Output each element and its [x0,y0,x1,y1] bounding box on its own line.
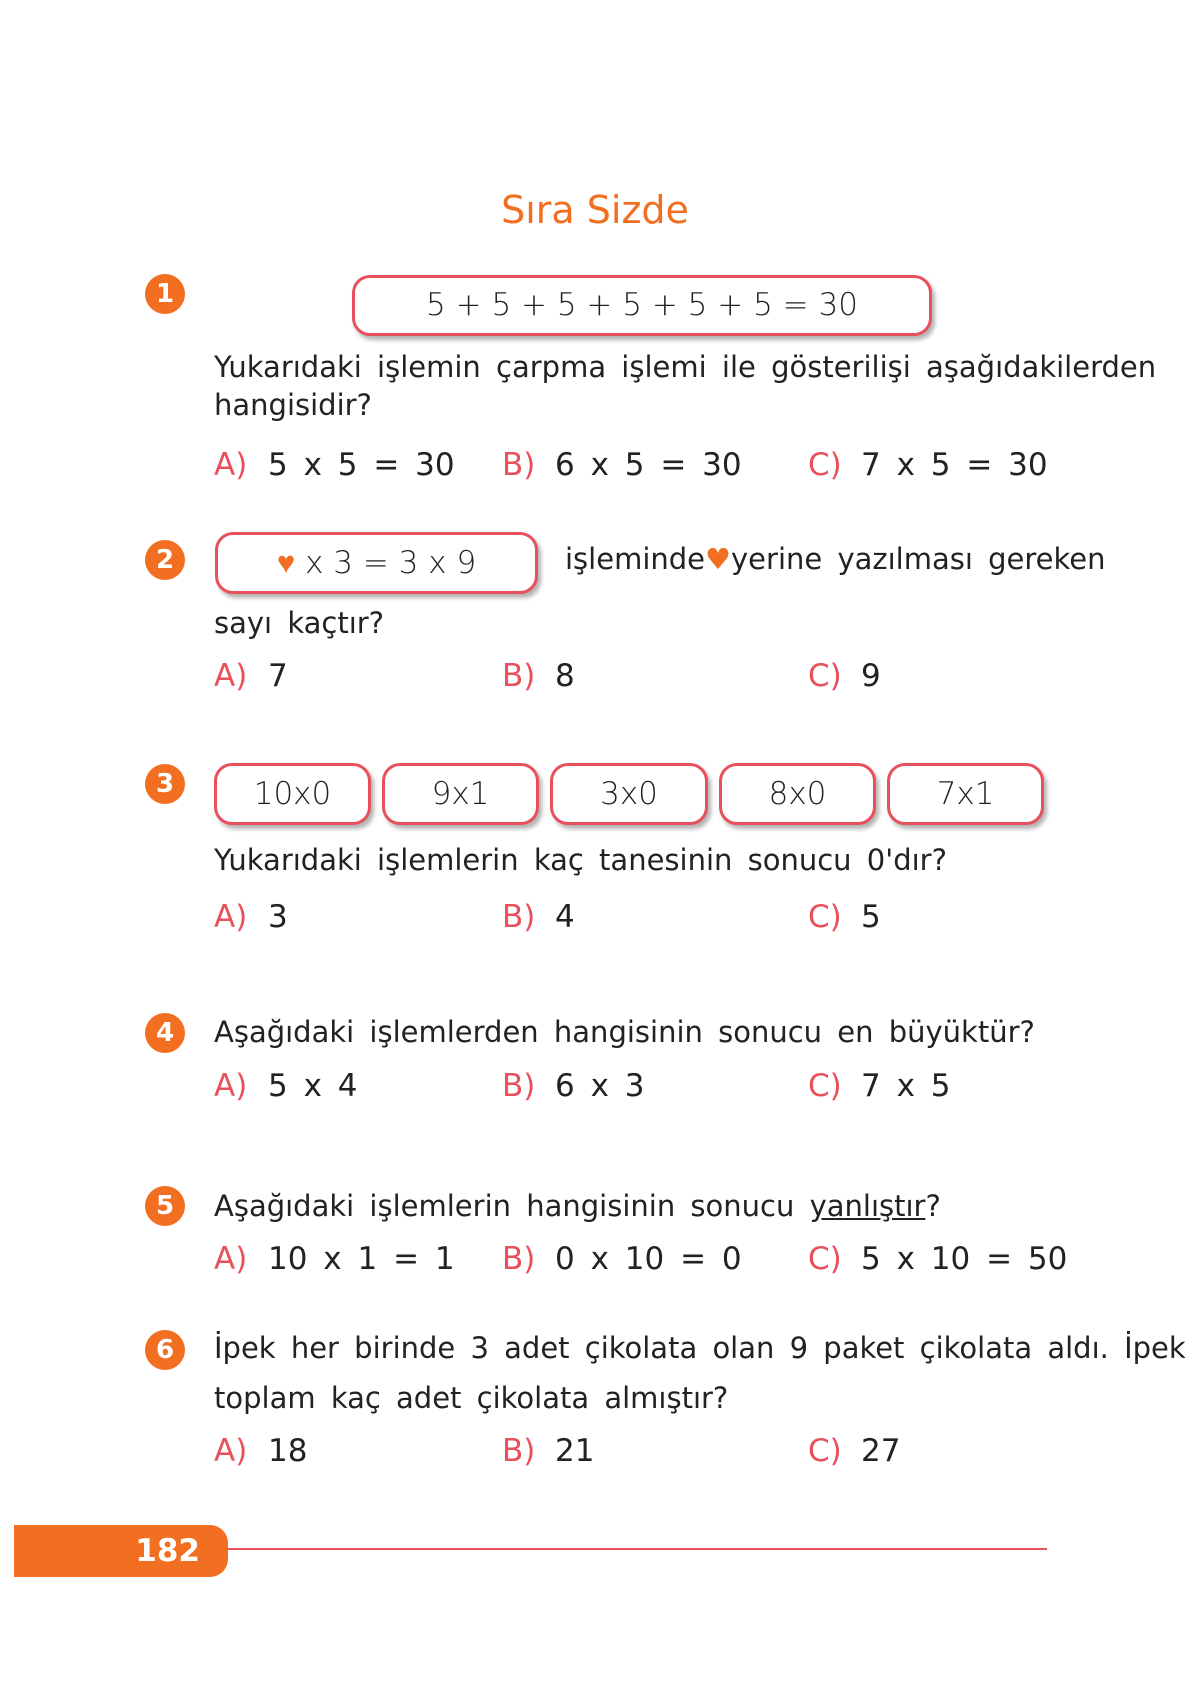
question-text: işleminde [565,542,706,576]
question-number-2: 2 [145,540,185,580]
answer-option-label[interactable]: A) [214,899,248,935]
answer-option-value[interactable]: 6 x 5 = 30 [555,447,742,483]
question-text: Aşağıdaki işlemlerden hangisinin sonucu en büyüktür? [214,1015,1035,1049]
answer-option-value[interactable]: 5 x 10 = 50 [861,1241,1068,1277]
operation-box: 7x1 [887,763,1044,825]
equation-box [215,532,538,594]
operation-box: 10x0 [214,763,371,825]
answer-option-label[interactable]: C) [808,658,842,694]
question-text: Yukarıdaki işlemin çarpma işlemi ile gösterilişi aşağıdakilerden [214,350,1157,384]
operation-box: 3x0 [550,763,708,825]
answer-option-value[interactable]: 5 x 5 = 30 [268,447,455,483]
answer-option-value[interactable]: 9 [861,658,881,694]
answer-option-label[interactable]: B) [502,447,536,483]
answer-option-label[interactable]: B) [502,658,536,694]
answer-option-label[interactable]: B) [502,899,536,935]
answer-option-value[interactable]: 0 x 10 = 0 [555,1241,742,1277]
answer-option-label[interactable]: A) [214,1241,248,1277]
question-text: yerine yazılması gereken [731,542,1106,576]
answer-option-label[interactable]: B) [502,1068,536,1104]
equation-box: 5 + 5 + 5 + 5 + 5 + 5 = 30 [352,275,932,336]
answer-option-label[interactable]: A) [214,658,248,694]
answer-option-value[interactable]: 27 [861,1433,901,1469]
question-text: hangisidir? [214,388,372,422]
question-text: sayı kaçtır? [214,606,385,640]
operation-box: 8x0 [719,763,876,825]
operation-box: 9x1 [382,763,539,825]
answer-option-value[interactable]: 18 [268,1433,308,1469]
answer-option-label[interactable]: C) [808,1068,842,1104]
answer-option-label[interactable]: B) [502,1241,536,1277]
answer-option-label[interactable]: A) [214,1433,248,1469]
answer-option-value[interactable]: 4 [555,899,575,935]
question-text: İpek her birinde 3 adet çikolata olan 9 paket çikolata aldı. İpek [214,1331,1186,1365]
equation-text: x 3 = 3 x 9 [305,545,477,581]
answer-option-label[interactable]: C) [808,1433,842,1469]
question-number-3: 3 [145,764,185,804]
answer-option-label[interactable]: C) [808,447,842,483]
answer-option-value[interactable]: 3 [268,899,288,935]
answer-option-label[interactable]: C) [808,1241,842,1277]
answer-option-value[interactable]: 7 x 5 = 30 [861,447,1048,483]
question-text: Yukarıdaki işlemlerin kaç tanesinin sonucu 0'dır? [214,843,947,877]
answer-option-value[interactable]: 7 [268,658,288,694]
answer-option-value[interactable]: 10 x 1 = 1 [268,1241,455,1277]
answer-option-value[interactable]: 7 x 5 [861,1068,951,1104]
answer-option-label[interactable]: A) [214,1068,248,1104]
answer-option-label[interactable]: B) [502,1433,536,1469]
answer-option-label[interactable]: C) [808,899,842,935]
heart-icon: ♥ [705,542,732,576]
underlined-word: yanlıştır [809,1189,926,1223]
question-number-4: 4 [145,1013,185,1053]
question-text: Aşağıdaki işlemlerin hangisinin sonucu [214,1189,795,1223]
answer-option-value[interactable]: 5 x 4 [268,1068,358,1104]
answer-option-value[interactable]: 8 [555,658,575,694]
question-number-6: 6 [145,1330,185,1370]
answer-option-label[interactable]: A) [214,447,248,483]
footer-line [228,1548,1047,1550]
question-number-1: 1 [145,274,185,314]
page-title: Sıra Sizde [501,188,689,232]
question-mark: ? [925,1189,941,1223]
page-number: 182 [14,1525,228,1577]
question-text: toplam kaç adet çikolata almıştır? [214,1381,729,1415]
heart-icon: ♥ [276,545,296,581]
answer-option-value[interactable]: 21 [555,1433,595,1469]
answer-option-value[interactable]: 6 x 3 [555,1068,645,1104]
answer-option-value[interactable]: 5 [861,899,881,935]
question-number-5: 5 [145,1186,185,1226]
